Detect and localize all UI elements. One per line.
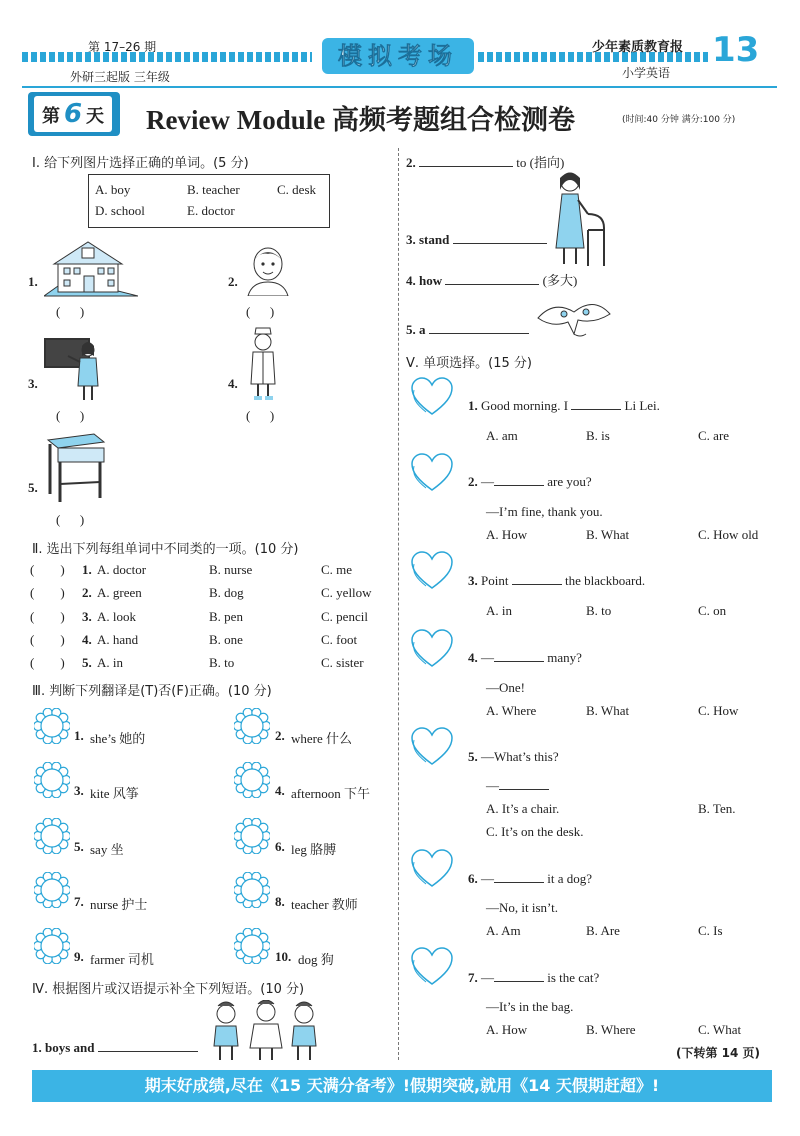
judge-text: dog 狗	[298, 952, 334, 967]
judge-text: farmer 司机	[90, 952, 154, 967]
answer-paren[interactable]: ( )	[246, 304, 275, 319]
mc-question	[468, 573, 645, 589]
answer-blank[interactable]	[571, 409, 621, 410]
mc-question	[468, 871, 592, 887]
choice-b[interactable]: B. What	[586, 703, 630, 718]
section1-heading: Ⅰ. 给下列图片选择正确的单词。(5 分)	[32, 156, 249, 171]
day-number: 6	[63, 99, 83, 129]
mc-question	[468, 398, 660, 414]
answer-blank[interactable]	[445, 284, 539, 285]
answer-flower-icon[interactable]	[34, 708, 70, 744]
edition-label: 外研三起版 三年级	[70, 70, 170, 84]
answer-paren[interactable]: ( )	[56, 512, 85, 527]
option-a: A. look	[97, 609, 136, 624]
option-c: C. me	[321, 562, 353, 577]
row-number: 5.	[82, 655, 92, 670]
choice-b[interactable]: B. Are	[586, 923, 620, 938]
choice-c[interactable]: C. on	[698, 603, 727, 618]
answer-blank[interactable]	[512, 584, 562, 585]
q-text: —	[481, 970, 494, 985]
answer-blank[interactable]	[494, 485, 544, 486]
q-num: 1.	[468, 398, 478, 413]
judge-num: 10.	[275, 949, 292, 964]
mc-question	[468, 650, 582, 666]
section5-heading: Ⅴ. 单项选择。(15 分)	[406, 356, 532, 371]
option-a: A. in	[97, 655, 123, 670]
answer-flower-icon[interactable]	[34, 872, 70, 908]
answer-heart-icon[interactable]	[410, 550, 454, 590]
row-number: 2.	[82, 585, 92, 600]
judge-text: kite 风筝	[90, 786, 139, 801]
school-picture	[44, 238, 138, 300]
phrase-q2	[406, 152, 564, 171]
choice-a[interactable]: A. am	[486, 428, 518, 443]
q-reply: —	[486, 778, 499, 793]
word-option: C. desk	[277, 182, 316, 197]
q-text: is the cat?	[547, 970, 600, 985]
answer-heart-icon[interactable]	[410, 946, 454, 986]
answer-blank[interactable]	[453, 243, 547, 244]
answer-paren[interactable]: ( )	[246, 408, 275, 423]
option-a: A. hand	[97, 632, 139, 647]
choice-a[interactable]: A. How	[486, 1022, 528, 1037]
subject-label: 小学英语	[622, 66, 671, 80]
q-text: are you?	[547, 474, 592, 489]
q-text: Li Lei.	[624, 398, 660, 413]
q-reply: —No, it isn’t.	[486, 900, 558, 915]
answer-paren[interactable]: ( )	[30, 562, 65, 577]
answer-paren[interactable]: ( )	[30, 585, 65, 600]
continue-note: (下转第 14 页)	[676, 1046, 761, 1060]
answer-heart-icon[interactable]	[410, 726, 454, 766]
option-c: C. sister	[321, 655, 364, 670]
judge-num: 1.	[74, 728, 84, 743]
q-num: 7.	[468, 970, 478, 985]
pic-number: 5.	[28, 480, 38, 495]
answer-blank[interactable]	[494, 981, 544, 982]
answer-flower-icon[interactable]	[234, 762, 270, 798]
answer-flower-icon[interactable]	[234, 928, 270, 964]
option-a: A. doctor	[97, 562, 147, 577]
day-box-inner	[34, 96, 112, 132]
word-option: B. teacher	[187, 182, 240, 197]
judge-text: say 坐	[90, 842, 124, 857]
answer-flower-icon[interactable]	[34, 818, 70, 854]
page-number: 13	[712, 30, 760, 70]
q-text: many?	[547, 650, 582, 665]
q-text: —	[481, 474, 494, 489]
pic-number: 4.	[228, 376, 238, 391]
day-prefix: 第	[41, 106, 60, 127]
choice-c[interactable]: C. Is	[698, 923, 723, 938]
judge-num: 3.	[74, 783, 84, 798]
phrase-text: 5. a	[406, 322, 426, 337]
section4-heading: Ⅳ. 根据图片或汉语提示补全下列短语。(10 分)	[32, 982, 305, 997]
answer-heart-icon[interactable]	[410, 628, 454, 668]
answer-blank[interactable]	[98, 1051, 198, 1052]
answer-paren[interactable]: ( )	[30, 632, 65, 647]
answer-heart-icon[interactable]	[410, 376, 454, 416]
header-rule	[22, 86, 777, 88]
pic-number: 1.	[28, 274, 38, 289]
pic-number: 3.	[28, 376, 38, 391]
choice-c[interactable]: C. How old	[698, 527, 759, 542]
answer-heart-icon[interactable]	[410, 848, 454, 888]
choice-c[interactable]: C. How	[698, 703, 739, 718]
phrase-text: 4. how	[406, 273, 443, 288]
answer-flower-icon[interactable]	[34, 762, 70, 798]
q-num: 6.	[468, 871, 478, 886]
phrase-num: 2.	[406, 155, 416, 170]
judge-num: 8.	[275, 894, 285, 909]
phrase-text: 1. boys and	[32, 1040, 95, 1055]
section3-heading: Ⅲ. 判断下列翻译是(T)否(F)正确。(10 分)	[32, 684, 272, 699]
choice-a[interactable]: A. in	[486, 603, 512, 618]
answer-blank[interactable]	[499, 789, 549, 790]
boy-picture	[244, 244, 292, 296]
judge-text: she’s 她的	[90, 731, 146, 746]
paper-name: 少年素质教育报	[592, 40, 684, 55]
pic-number: 2.	[228, 274, 238, 289]
q-num: 4.	[468, 650, 478, 665]
phrase-q1	[32, 1040, 198, 1056]
row-number: 3.	[82, 609, 92, 624]
day-suffix: 天	[86, 106, 105, 127]
desk-picture	[44, 432, 106, 504]
phrase-q4	[406, 270, 577, 289]
choice-b[interactable]: B. Where	[586, 1022, 636, 1037]
q-reply: —I’m fine, thank you.	[486, 504, 603, 519]
answer-paren[interactable]: ( )	[56, 304, 85, 319]
phrase-q3	[406, 232, 547, 248]
option-b: B. one	[209, 632, 243, 647]
word-option: D. school	[95, 203, 145, 218]
judge-text: nurse 护士	[90, 897, 148, 912]
q-text: —	[481, 650, 494, 665]
judge-text: leg 胳膊	[291, 842, 337, 857]
footer-banner: 期末好成绩,尽在《15 天满分备考》!假期突破,就用《14 天假期赶超》!	[32, 1070, 772, 1102]
judge-num: 5.	[74, 839, 84, 854]
judge-num: 2.	[275, 728, 285, 743]
q-text: it a dog?	[547, 871, 593, 886]
judge-num: 7.	[74, 894, 84, 909]
choice-a[interactable]: A. Am	[486, 923, 521, 938]
girl-pointing-picture	[548, 170, 610, 270]
option-b: B. to	[209, 655, 235, 670]
word-option: A. boy	[95, 182, 131, 197]
exam-meta: (时间:40 分钟 满分:100 分)	[622, 115, 736, 125]
teacher-picture	[44, 336, 104, 402]
choice-a[interactable]: A. How	[486, 527, 528, 542]
option-c: C. yellow	[321, 585, 372, 600]
choice-b[interactable]: B. to	[586, 603, 612, 618]
q-text: —What’s this?	[481, 749, 559, 764]
kite-picture	[534, 294, 614, 338]
judge-num: 6.	[275, 839, 285, 854]
option-a: A. green	[97, 585, 142, 600]
choice-b[interactable]: B. Ten.	[698, 801, 736, 816]
children-picture	[206, 1000, 326, 1062]
answer-blank[interactable]	[429, 333, 529, 334]
option-c: C. foot	[321, 632, 358, 647]
phrase-hint: (多大)	[542, 273, 578, 288]
phrase-text: to (指向)	[516, 155, 565, 170]
choice-a[interactable]: A. It’s a chair.	[486, 801, 560, 816]
answer-flower-icon[interactable]	[234, 872, 270, 908]
column-divider	[398, 148, 399, 1060]
answer-blank[interactable]	[494, 882, 544, 883]
option-b: B. nurse	[209, 562, 253, 577]
q-reply: —One!	[486, 680, 525, 695]
doctor-picture	[248, 326, 278, 402]
word-option: E. doctor	[187, 203, 235, 218]
choice-c[interactable]: C. It’s on the desk.	[486, 824, 584, 839]
row-number: 1.	[82, 562, 92, 577]
choice-c[interactable]: C. What	[698, 1022, 742, 1037]
answer-heart-icon[interactable]	[410, 452, 454, 492]
option-b: B. dog	[209, 585, 244, 600]
mc-question	[468, 749, 559, 765]
q-text: the blackboard.	[564, 573, 646, 588]
answer-flower-icon[interactable]	[34, 928, 70, 964]
answer-blank[interactable]	[494, 661, 544, 662]
answer-paren[interactable]: ( )	[30, 655, 65, 670]
mc-question	[468, 474, 592, 490]
phrase-q5	[406, 322, 529, 338]
issue-label: 第 17–26 期	[88, 40, 157, 54]
header-stripes-left	[22, 52, 312, 62]
section2-heading: Ⅱ. 选出下列每组单词中不同类的一项。(10 分)	[32, 542, 299, 557]
option-c: C. pencil	[321, 609, 368, 624]
answer-flower-icon[interactable]	[234, 818, 270, 854]
answer-blank[interactable]	[419, 166, 513, 167]
judge-text: where 什么	[291, 731, 353, 746]
q-num: 2.	[468, 474, 478, 489]
q-text: —	[481, 871, 494, 886]
choice-b[interactable]: B. What	[586, 527, 630, 542]
choice-a[interactable]: A. Where	[486, 703, 537, 718]
q-num: 3.	[468, 573, 478, 588]
q-reply-line	[486, 778, 549, 794]
judge-text: afternoon 下午	[291, 786, 371, 801]
q-reply: —It’s in the bag.	[486, 999, 574, 1014]
mc-question	[468, 970, 599, 986]
judge-num: 4.	[275, 783, 285, 798]
judge-text: teacher 教师	[291, 897, 358, 912]
phrase-text: 3. stand	[406, 232, 450, 247]
q-num: 5.	[468, 749, 478, 764]
option-b: B. pen	[209, 609, 243, 624]
row-number: 4.	[82, 632, 92, 647]
page-title: Review Module 高频考题组合检测卷	[146, 105, 575, 135]
q-text: Point	[481, 573, 509, 588]
answer-flower-icon[interactable]	[234, 708, 270, 744]
choice-c[interactable]: C. are	[698, 428, 730, 443]
answer-paren[interactable]: ( )	[30, 609, 65, 624]
q-text: Good morning. I	[481, 398, 569, 413]
answer-paren[interactable]: ( )	[56, 408, 85, 423]
judge-num: 9.	[74, 949, 84, 964]
choice-b[interactable]: B. is	[586, 428, 610, 443]
banner-title: 模拟考场	[322, 38, 474, 74]
